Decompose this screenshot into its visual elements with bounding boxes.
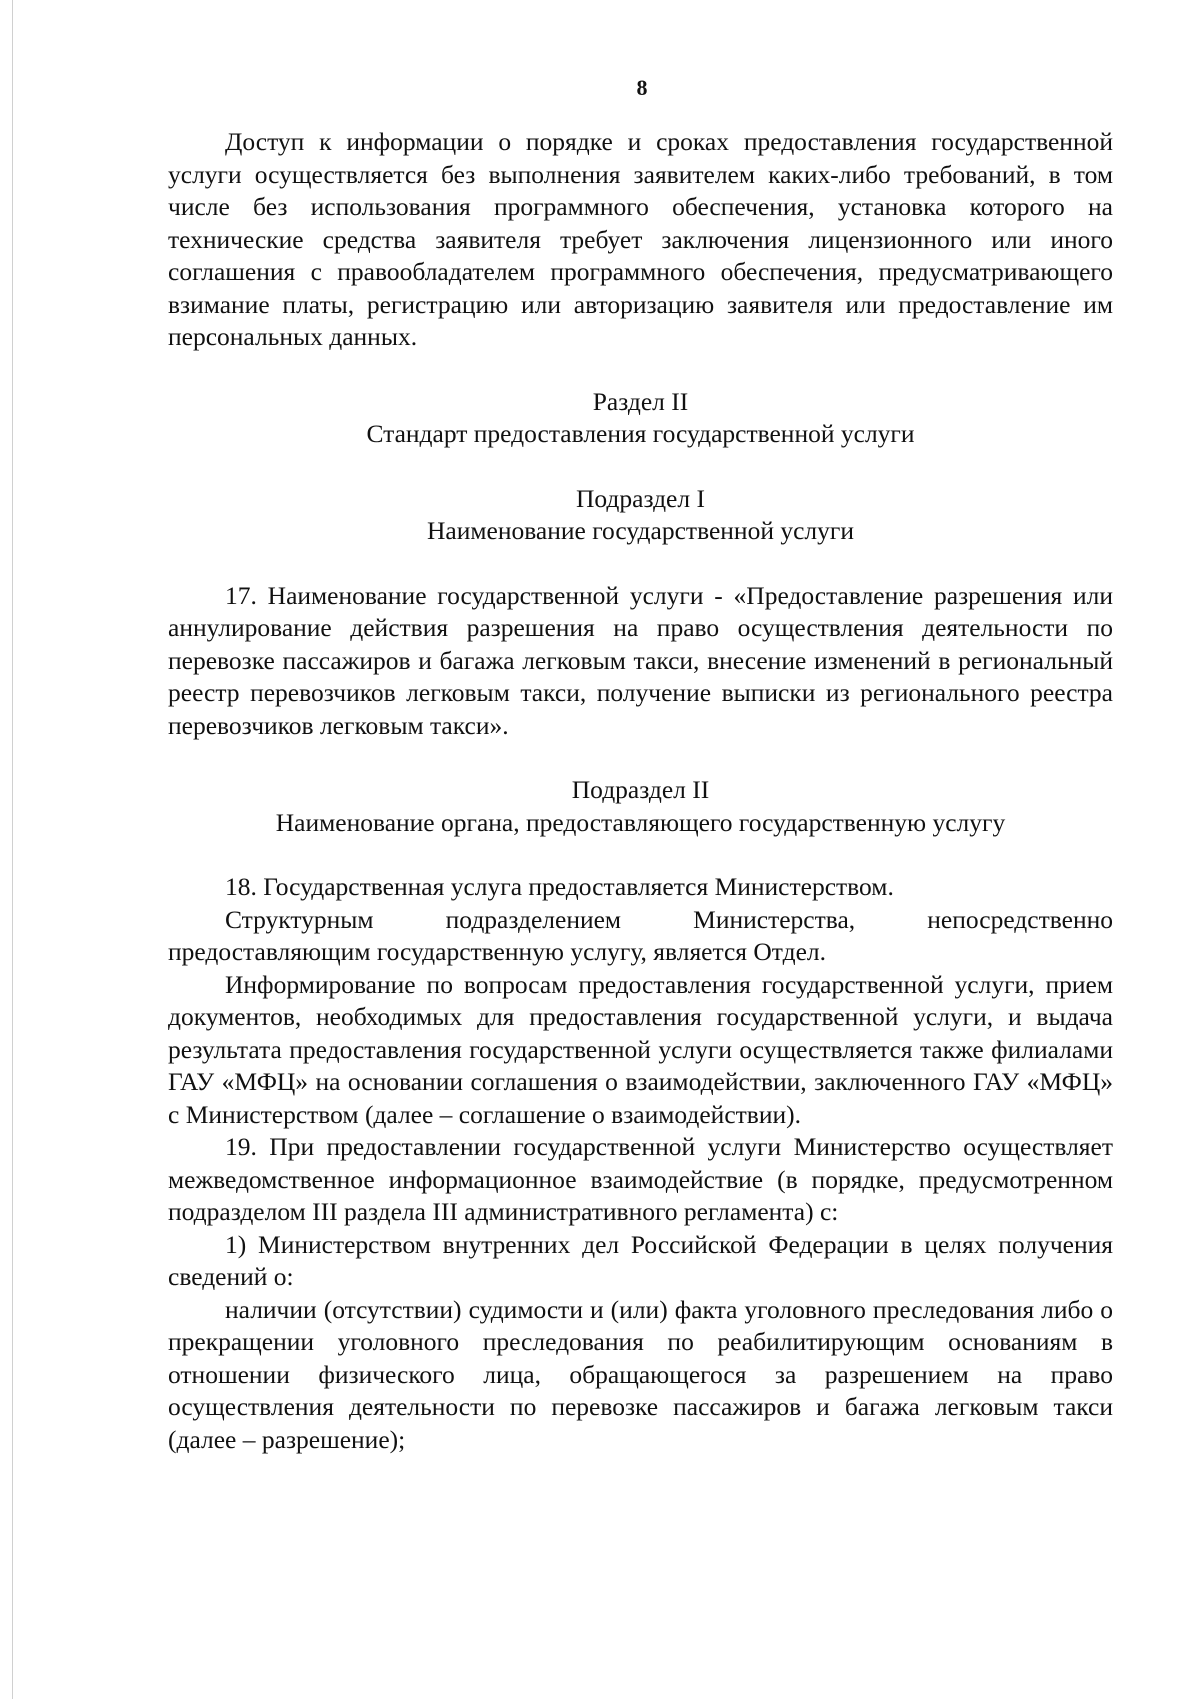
paragraph-19: 19. При предоставлении государственной услуги Министерство осуществляет межведомственное информационное взаимодействие (в порядке, предусмотренном подразделом III раздела III административного регламента) с: — [168, 1132, 1113, 1226]
paragraph-access-info: Доступ к информации о порядке и сроках предоставления государственной услуги осуществляется без выполнения заявителем каких-либо требований, в том числе без использования программного обеспечения, установка которого на технические средства заявителя требует заключения лицензионного или иного соглашения с правообладателем программного обеспечения, предусматривающего взимание платы, регистрацию или авторизацию заявителя или предоставление им персональных данных. — [168, 127, 1113, 351]
paragraph-17: 17. Наименование государственной услуги - «Предоставление разрешения или аннулирование действия разрешения на право осуществления деятельности по перевозке пассажиров и багажа легковым такси, внесение изменений в региональный реестр перевозчиков легковым такси, получение выписки из регионального реестра перевозчиков легковым такси». — [168, 580, 1113, 740]
spacer — [168, 742, 1113, 774]
document-body — [168, 126, 1113, 1456]
paragraph-18-informing: Информирование по вопросам предоставления государственной услуги, прием документов, необходимых для предоставления государственной услуги, и выдача результата предоставления государственной услуги осуществляется также филиалами ГАУ «МФЦ» на основании соглашения о взаимодействии, заключенного ГАУ «МФЦ» с Министерством (далее – соглашение о взаимодействии). — [168, 969, 1113, 1129]
scan-edge-line — [12, 0, 13, 1699]
paragraph-19-item-1: 1) Министерством внутренних дел Российской Федерации в целях получения сведений о: — [168, 1229, 1113, 1291]
page-number: 8 — [636, 75, 648, 100]
subsection-title: Подраздел II — [571, 775, 710, 804]
section-title: Раздел II — [592, 386, 689, 416]
paragraph-19-item-1-criminal-record: наличии (отсутствии) судимости и (или) факта уголовного преследования либо о прекращении уголовного преследования по реабилитирующим основаниям в отношении физического лица, обращающегося за разрешением на право осуществления деятельности по перевозке пассажиров и багажа легковым такси (далее – разрешение); — [168, 1294, 1113, 1454]
spacer — [168, 548, 1113, 580]
spacer — [168, 354, 1113, 386]
subsection-name: Наименование органа, предоставляющего государственную услугу — [275, 807, 1006, 837]
paragraph-18: 18. Государственная услуга предоставляется Министерством. — [225, 872, 894, 901]
section-name: Стандарт предоставления государственной услуги — [366, 419, 915, 448]
spacer — [168, 451, 1113, 483]
subsection-name: Наименование государственной услуги — [426, 516, 854, 545]
spacer — [168, 839, 1113, 871]
paragraph-18-structural-unit: Структурным подразделением Министерства, непосредственно предоставляющим государственную услугу, является Отдел. — [168, 904, 1113, 966]
subsection-title: Подраздел I — [576, 483, 705, 513]
